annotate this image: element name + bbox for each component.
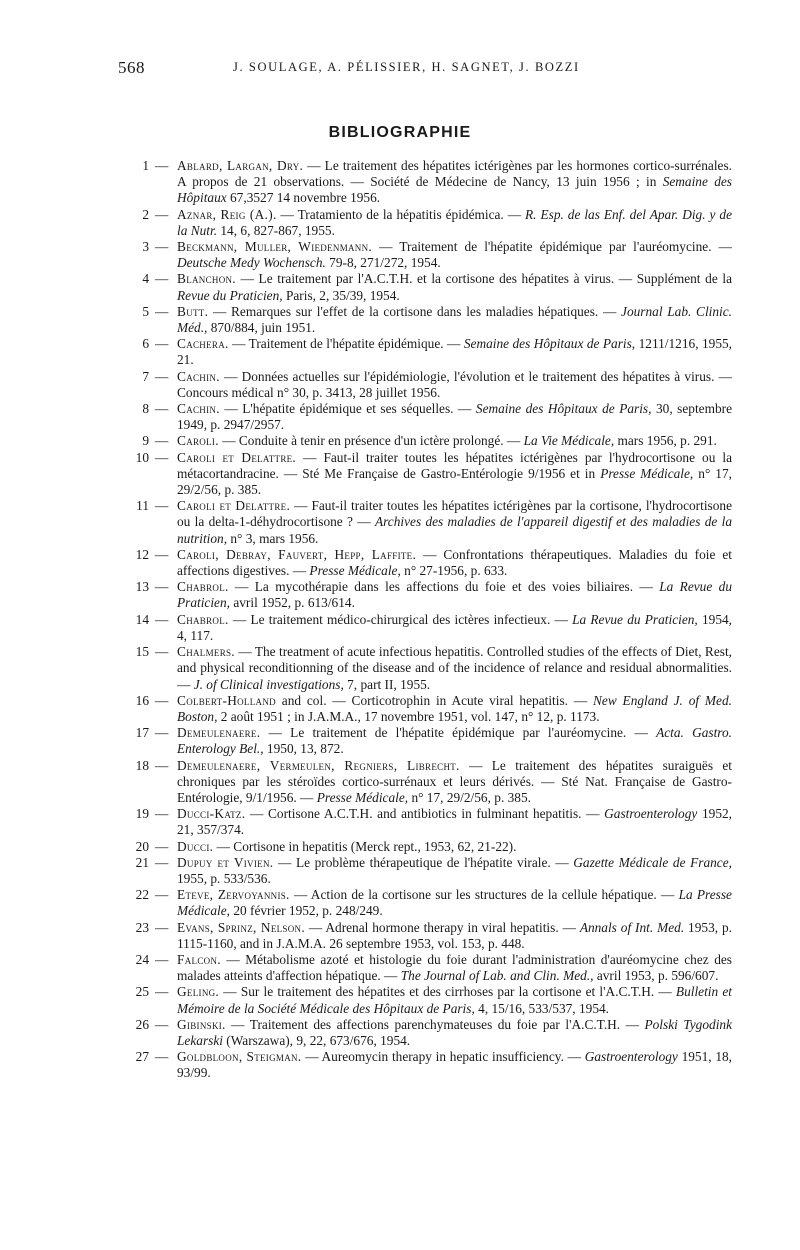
entry-journal: La Revue du Praticien,	[177, 579, 733, 611]
entry-number	[132, 239, 174, 255]
bibliography-entry	[132, 336, 732, 368]
bibliography-entry	[132, 579, 732, 611]
bibliography-entry	[132, 984, 732, 1016]
entry-number-value: 26	[135, 1016, 149, 1032]
entry-reference: Paris, 2, 35/39, 1954.	[282, 287, 400, 303]
entry-number-value: 25	[135, 984, 149, 1000]
entry-authors: Chabrol.	[177, 579, 229, 595]
entry-reference: (Warszawa), 9, 22, 673/676, 1954.	[222, 1032, 411, 1048]
entry-reference: 870/884, juin 1951.	[207, 320, 316, 336]
bibliography-entry	[132, 207, 732, 239]
entry-number	[132, 579, 174, 595]
bibliography-entry	[132, 920, 732, 952]
entry-text: — Sur le traitement des hépatites et des cirrhoses par la cortisone et l'A.C.T.H. —	[223, 984, 676, 1000]
entry-number-value: 27	[135, 1049, 149, 1065]
entry-number-dash: —	[155, 498, 169, 514]
entry-number-dash: —	[155, 579, 169, 595]
entry-authors: Eteve, Zervoyannis.	[177, 887, 290, 903]
entry-authors: Demeulenaere, Vermeulen, Regniers, Librecht.	[177, 757, 460, 773]
entry-text: — Traitement de l'hépatite épidémique. —	[232, 336, 464, 352]
entry-number	[132, 806, 174, 822]
entry-number-dash: —	[155, 158, 169, 173]
entry-number-dash: —	[155, 984, 169, 1000]
entry-authors: Caroli.	[177, 433, 219, 449]
entry-reference: 14, 6, 827-867, 1955.	[217, 222, 335, 238]
entry-authors: Falcon.	[177, 951, 221, 967]
entry-number	[132, 271, 174, 287]
entry-number	[132, 644, 174, 660]
bibliography-entry	[132, 1049, 732, 1081]
entry-reference: n° 17, 29/2/56, p. 385.	[408, 789, 531, 805]
bibliography-entry	[132, 855, 732, 887]
entry-number	[132, 336, 174, 352]
entry-journal: Semaine des Hôpitaux de Paris,	[475, 401, 652, 417]
entry-number	[132, 952, 174, 968]
entry-authors: Aznar, Reig (A.).	[177, 206, 277, 222]
entry-number	[132, 693, 174, 709]
entry-number-dash: —	[155, 206, 169, 222]
entry-number	[132, 612, 174, 628]
entry-number-dash: —	[155, 806, 169, 822]
entry-journal: Gazette Médicale de France,	[573, 854, 732, 870]
entry-number	[132, 207, 174, 223]
entry-number-dash: —	[155, 239, 169, 255]
entry-journal: Annals of Int. Med.	[579, 919, 685, 935]
entry-authors: Ducci.	[177, 838, 214, 854]
entry-number-value: 21	[135, 854, 149, 870]
entry-number-dash: —	[155, 433, 169, 449]
entry-number-value: 22	[135, 887, 149, 903]
entry-number-value: 20	[135, 838, 149, 854]
entry-text: — The treatment of acute infectious hepatitis. Controlled studies of the effects of Diet, Rest, and physical reconditionning of the disease and of the incidence of relance and residual abnormalities. —	[177, 644, 732, 692]
entry-reference: 7, part II, 1955.	[343, 676, 431, 692]
entry-number	[132, 1049, 174, 1065]
bibliography-entry	[132, 952, 732, 984]
entry-number-value: 24	[135, 951, 149, 967]
entry-text: — L'hépatite épidémique et ses séquelles. —	[224, 401, 476, 417]
entry-reference: 79-8, 271/272, 1954.	[325, 255, 441, 271]
entry-authors: Cachera.	[177, 336, 229, 352]
entry-number-value: 13	[135, 579, 149, 595]
entry-authors: Demeulenaere.	[177, 725, 261, 741]
entry-number	[132, 158, 174, 174]
entry-reference: 1951, 18, 93/99.	[177, 1049, 733, 1081]
entry-authors: Geling.	[177, 984, 220, 1000]
entry-authors: Butt.	[177, 303, 209, 319]
bibliography-entry	[132, 271, 732, 303]
entry-reference: 1950, 13, 872.	[263, 741, 344, 757]
entry-reference: avril 1953, p. 596/607.	[593, 968, 719, 984]
entry-text: — Le traitement médico-chirurgical des ictères infectieux. —	[232, 611, 573, 627]
entry-reference: 4, 15/16, 533/537, 1954.	[474, 1000, 609, 1016]
entry-authors: Gibinski.	[177, 1016, 226, 1032]
entry-number	[132, 887, 174, 903]
entry-number-dash: —	[155, 401, 169, 417]
page-header	[118, 58, 728, 80]
entry-text: — Métabolisme azoté et histologie du foie durant l'administration d'auréomycine chez des malades atteints d'affection hépatique. —	[177, 951, 732, 984]
entry-authors: Caroli et Delattre.	[177, 498, 291, 514]
entry-number-value: 8	[142, 401, 149, 417]
entry-journal: Gastroenterology	[584, 1049, 678, 1065]
entry-journal: Presse Médicale,	[600, 465, 694, 481]
section-title: BIBLIOGRAPHIE	[328, 124, 472, 141]
entry-journal: Archives des maladies de l'appareil digestif et des maladies de la nutrition,	[177, 514, 732, 546]
bibliography-entry	[132, 693, 732, 725]
entry-text: — Confrontations thérapeutiques. Maladies du foie et affections digestives. —	[177, 546, 733, 579]
bibliography-list	[132, 158, 732, 1082]
entry-text: — Le problème thérapeutique de l'hépatite virale. —	[278, 854, 574, 870]
entry-journal: New England J. of Med. Boston,	[177, 692, 732, 724]
bibliography-entry	[132, 547, 732, 579]
entry-text: — Cortisone in hepatitis (Merck rept., 1953, 62, 21-22).	[216, 838, 517, 854]
entry-journal: Polski Tygodink Lekarski	[177, 1016, 732, 1048]
bibliography-entry	[132, 1017, 732, 1049]
bibliography-entry	[132, 239, 732, 271]
entry-number-value: 19	[135, 806, 149, 822]
bibliography-entry	[132, 806, 732, 838]
entry-text: — Traitement de l'hépatite épidémique par l'auréomycine. —	[379, 239, 732, 255]
entry-authors: Colbert-Holland	[177, 692, 276, 708]
entry-number	[132, 855, 174, 871]
entry-authors: Dupuy et Vivien.	[177, 854, 274, 870]
entry-number-dash: —	[155, 336, 169, 352]
entry-journal: Presse Médicale,	[309, 563, 401, 579]
entry-number-value: 15	[135, 644, 149, 660]
entry-journal: La Vie Médicale,	[523, 433, 615, 449]
entry-number-value: 23	[135, 919, 149, 935]
entry-number-value: 3	[142, 239, 149, 255]
bibliography-entry	[132, 369, 732, 401]
entry-text: — La mycothérapie dans les affections du foie et des voies biliaires. —	[235, 579, 660, 595]
entry-journal: Semaine des Hôpitaux de Paris,	[463, 336, 636, 352]
entry-journal: La Revue du Praticien,	[572, 611, 698, 627]
entry-number	[132, 304, 174, 320]
entry-number-value: 17	[135, 725, 149, 741]
entry-text: — Tratamiento de la hépatitis épidémica. —	[280, 206, 526, 222]
entry-authors: Ducci-Katz.	[177, 806, 246, 822]
entry-text: — Traitement des affections parenchymateuses du foie par l'A.C.T.H. —	[231, 1016, 645, 1032]
bibliography-entry	[132, 433, 732, 449]
entry-reference: 1954, 4, 117.	[177, 611, 733, 643]
bibliography-entry	[132, 612, 732, 644]
entry-reference: 1953, p. 1115-1160, and in J.A.M.A. 26 septembre 1953, vol. 153, p. 448.	[177, 919, 732, 951]
entry-text: — Le traitement des hépatites ictérigènes par les hormones cortico-surrénales. A propos de 21 observations. — Société de Médecine de Nancy, 13 juin 1956 ; in	[177, 158, 732, 190]
entry-authors: Evans, Sprinz, Nelson.	[177, 919, 305, 935]
bibliography-entry	[132, 887, 732, 919]
entry-reference: 1955, p. 533/536.	[177, 870, 271, 886]
entry-journal: J. of Clinical investigations,	[193, 676, 344, 692]
entry-number-value: 1	[142, 158, 149, 173]
entry-number	[132, 401, 174, 417]
entry-number-dash: —	[155, 854, 169, 870]
entry-journal: Revue du Praticien,	[177, 287, 283, 303]
entry-authors: Ablard, Largan, Dry.	[177, 158, 304, 173]
entry-journal: Bulletin et Mémoire de la Société Médicale des Hôpitaux de Paris,	[177, 984, 732, 1016]
entry-journal: Deutsche Medy Wochensch.	[177, 255, 326, 271]
entry-text: — Données actuelles sur l'épidémiologie, l'évolution et le traitement des hépatites à virus. — Concours médical n° 30, p. 3413, 28 juillet 1956.	[177, 368, 732, 400]
entry-number	[132, 920, 174, 936]
entry-number-value: 12	[135, 546, 149, 562]
entry-number	[132, 547, 174, 563]
entry-number-value: 6	[142, 336, 149, 352]
entry-number-value: 9	[142, 433, 149, 449]
entry-number	[132, 369, 174, 385]
entry-number-value: 14	[135, 611, 149, 627]
entry-text: — Remarques sur l'effet de la cortisone dans les maladies hépatiques. —	[212, 303, 622, 319]
entry-number-dash: —	[155, 1016, 169, 1032]
entry-journal: Semaine des Hôpitaux	[177, 174, 733, 206]
entry-reference: 2 août 1951 ; in J.A.M.A., 17 novembre 1951, vol. 147, n° 12, p. 1173.	[217, 708, 600, 724]
bibliography-entry	[132, 401, 732, 433]
entry-authors: Cachin.	[177, 401, 220, 417]
entry-number-value: 10	[135, 449, 149, 465]
entry-text: — Le traitement de l'hépatite épidémique par l'auréomycine. —	[268, 725, 657, 741]
entry-number-value: 5	[142, 303, 149, 319]
entry-number-value: 11	[136, 498, 149, 514]
entry-text: — Le traitement par l'A.C.T.H. et la cortisone des hépatites à virus. — Supplément de la	[240, 271, 732, 287]
entry-number	[132, 498, 174, 514]
entry-reference: 20 février 1952, p. 248/249.	[229, 903, 383, 919]
entry-reference: n° 3, mars 1956.	[227, 530, 319, 546]
entry-number-dash: —	[155, 838, 169, 854]
entry-number-dash: —	[155, 271, 169, 287]
entry-number-dash: —	[155, 449, 169, 465]
entry-reference: n° 17, 29/2/56, p. 385.	[177, 465, 732, 498]
entry-number-dash: —	[155, 1049, 169, 1065]
entry-number-dash: —	[155, 303, 169, 319]
entry-text: — Le traitement des hépatites suraiguës et chroniques par les stéroïdes cortico-surrénaux et leurs dérivés. — Sté Nat. Française de Gastro-Entérologie, 9/1/1956. —	[177, 757, 733, 805]
bibliography-entry	[132, 758, 732, 807]
entry-reference: 1211/1216, 1955, 21.	[177, 336, 733, 368]
entry-number-value: 2	[142, 206, 149, 222]
entry-number-dash: —	[155, 919, 169, 935]
entry-number-dash: —	[155, 887, 169, 903]
bibliography-entry	[132, 839, 732, 855]
entry-number-value: 7	[142, 368, 149, 384]
entry-authors: Blanchon.	[177, 271, 236, 287]
entry-number	[132, 984, 174, 1000]
entry-number	[132, 450, 174, 466]
entry-text: — Action de la cortisone sur les structures de la cellule hépatique. —	[293, 887, 679, 903]
entry-number-dash: —	[155, 611, 169, 627]
entry-authors: Chabrol.	[177, 611, 229, 627]
entry-journal: Acta. Gastro. Enterology Bel.,	[177, 725, 732, 757]
entry-journal: Journal Lab. Clinic. Méd.,	[177, 303, 732, 336]
entry-journal: Gastroenterology	[604, 806, 698, 822]
entry-number	[132, 433, 174, 449]
bibliography-entry	[132, 644, 732, 693]
entry-reference: 1952, 21, 357/374.	[177, 806, 732, 838]
entry-text: — Cortisone A.C.T.H. and antibiotics in fulminant hepatitis. —	[250, 806, 605, 822]
entry-authors: Cachin.	[177, 368, 220, 384]
entry-number-dash: —	[155, 546, 169, 562]
entry-text: — Faut-il traiter toutes les hépatites ictérigènes par l'hydrocortisone ou la métacortandracine. — Sté Me Française de Gastro-Entérologie 9/1956 et in	[177, 449, 732, 481]
entry-number	[132, 839, 174, 855]
entry-journal: La Presse Médicale,	[177, 887, 732, 919]
entry-number-value: 18	[135, 757, 149, 773]
page-number: 568	[118, 58, 145, 77]
entry-number-dash: —	[155, 725, 169, 741]
entry-text: — Adrenal hormone therapy in viral hepatitis. —	[308, 919, 580, 935]
bibliography-entry	[132, 725, 732, 757]
entry-number-dash: —	[155, 644, 169, 660]
entry-number-dash: —	[155, 692, 169, 708]
bibliography-entry	[132, 498, 732, 547]
entry-number-dash: —	[155, 368, 169, 384]
entry-text: and col. — Corticotrophin in Acute viral hepatitis. —	[281, 692, 593, 708]
entry-reference: 30, septembre 1949, p. 2947/2957.	[177, 401, 732, 433]
bibliography-entry	[132, 304, 732, 336]
entry-authors: Beckmann, Muller, Wiedenmann.	[177, 239, 373, 255]
entry-text: — Conduite à tenir en présence d'un ictère prolongé. —	[222, 433, 524, 449]
entry-authors: Caroli et Delattre.	[177, 449, 297, 465]
entry-number	[132, 725, 174, 741]
entry-number-dash: —	[155, 757, 169, 773]
entry-reference: 67,3527 14 novembre 1956.	[226, 190, 381, 206]
bibliography-entry	[132, 450, 732, 499]
running-head: J. SOULAGE, A. PÉLISSIER, H. SAGNET, J. BOZZI	[233, 60, 580, 74]
entry-number-value: 4	[142, 271, 149, 287]
entry-text: — Faut-il traiter toutes les hépatites ictérigènes par la cortisone, l'hydrocortisone ou la delta-1-déhydrocortisone ? —	[177, 498, 733, 530]
entry-number-value: 16	[135, 692, 149, 708]
entry-number	[132, 758, 174, 774]
entry-authors: Goldbloon, Steigman.	[177, 1049, 302, 1065]
entry-reference: mars 1956, p. 291.	[614, 433, 717, 449]
entry-reference: avril 1952, p. 613/614.	[230, 595, 355, 611]
entry-reference: n° 27-1956, p. 633.	[400, 563, 508, 579]
entry-journal: Presse Médicale,	[316, 789, 409, 805]
bibliography-entry	[132, 158, 732, 207]
entry-text: — Aureomycin therapy in hepatic insufficiency. —	[305, 1049, 585, 1065]
entry-journal: R. Esp. de las Enf. del Apar. Dig. y de la Nutr.	[177, 206, 732, 238]
entry-authors: Caroli, Debray, Fauvert, Hepp, Laffite.	[177, 546, 417, 562]
entry-number-dash: —	[155, 951, 169, 967]
entry-journal: The Journal of Lab. and Clin. Med.,	[400, 968, 594, 984]
entry-authors: Chalmers.	[177, 644, 235, 660]
entry-number	[132, 1017, 174, 1033]
